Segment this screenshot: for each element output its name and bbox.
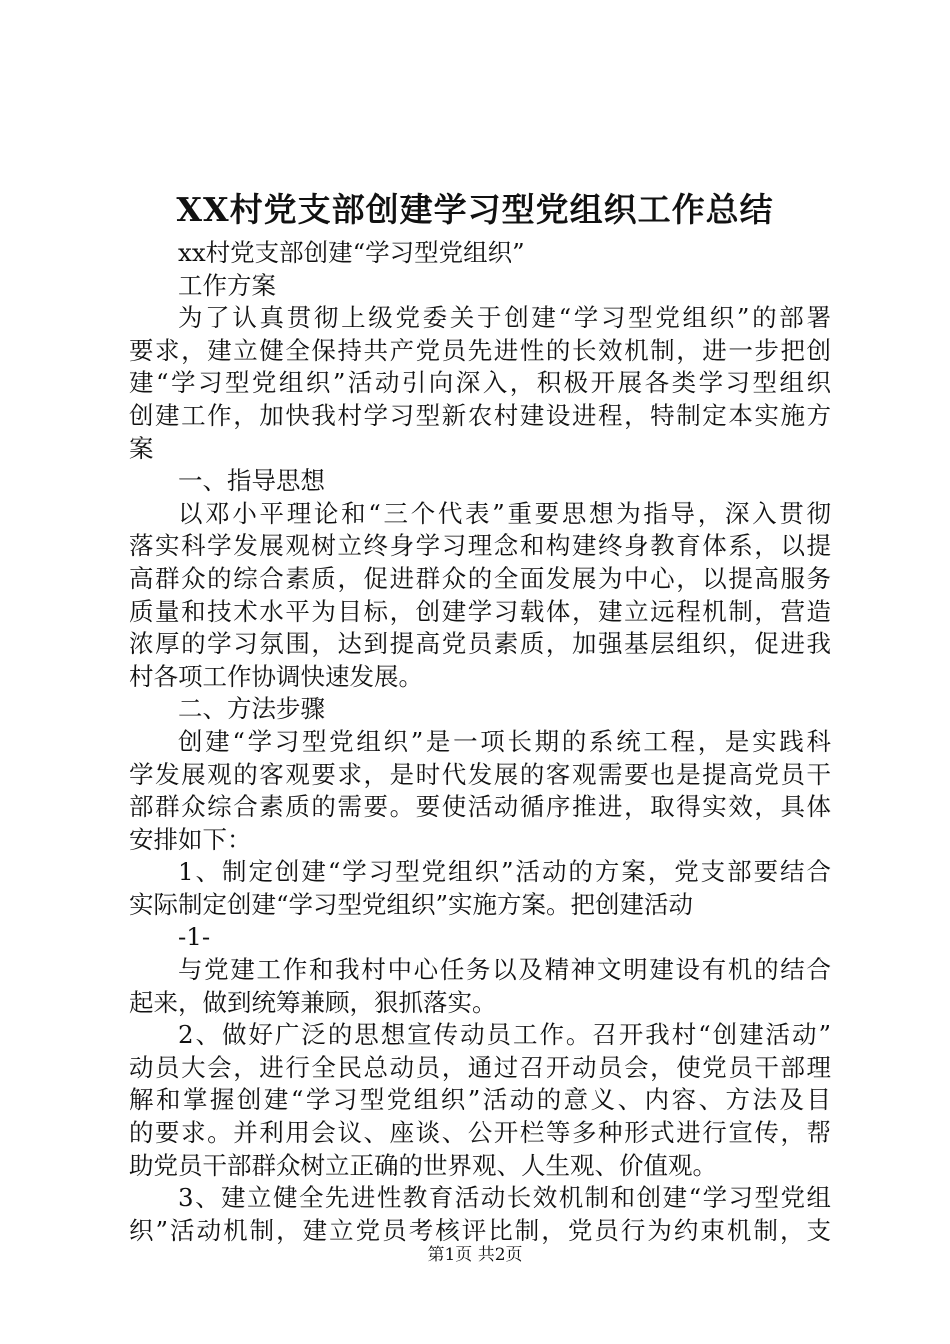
text-line: 2、做好广泛的思想宣传动员工作。召开我村“创建活动”	[178, 1020, 831, 1050]
text-line: 与党建工作和我村中心任务以及精神文明建设有机的结合	[178, 955, 831, 985]
text-line: 高群众的综合素质，促进群众的全面发展为中心，以提高服务	[129, 563, 831, 593]
text-line: 起来，做到统筹兼顾，狠抓落实。	[129, 987, 497, 1017]
text-line: 案	[129, 433, 154, 463]
document-title: XX村党支部创建学习型党组织工作总结	[176, 190, 774, 229]
text-line: 以邓小平理论和“三个代表”重要思想为指导，深入贯彻	[178, 498, 831, 528]
text-line: 的要求。并利用会议、座谈、公开栏等多种形式进行宣传，帮	[129, 1118, 831, 1148]
page-marker: -1-	[178, 922, 211, 952]
page-number-footer: 第1页 共2页	[427, 1245, 523, 1265]
text-line: 为了认真贯彻上级党委关于创建“学习型党组织”的部署	[178, 303, 831, 333]
text-line: 解和掌握创建“学习型党组织”活动的意义、内容、方法及目	[129, 1085, 831, 1115]
text-line: 创建“学习型党组织”是一项长期的系统工程，是实践科	[178, 726, 831, 756]
text-line: 落实科学发展观树立终身学习理念和构建终身教育体系，以提	[129, 531, 831, 561]
text-line: 3、建立健全先进性教育活动长效机制和创建“学习型党组	[178, 1183, 831, 1213]
text-line: 质量和技术水平为目标，创建学习载体，建立远程机制，营造	[129, 596, 831, 626]
text-line: xx村党支部创建“学习型党组织”	[178, 238, 525, 267]
text-line: 建“学习型党组织”活动引向深入，积极开展各类学习型组织	[129, 368, 831, 398]
text-line: 浓厚的学习氛围，达到提高党员素质，加强基层组织，促进我	[129, 629, 831, 659]
section-heading: 二、方法步骤	[178, 694, 325, 724]
text-line: 1、制定创建“学习型党组织”活动的方案，党支部要结合	[178, 857, 831, 887]
text-line: 助党员干部群众树立正确的世界观、人生观、价值观。	[129, 1150, 717, 1180]
text-line: 创建工作，加快我村学习型新农村建设进程，特制定本实施方	[129, 400, 831, 430]
text-line: 村各项工作协调快速发展。	[129, 661, 423, 691]
text-line: 部群众综合素质的需要。要使活动循序推进，取得实效，具体	[129, 792, 831, 822]
text-line: 织”活动机制，建立党员考核评比制，党员行为约束机制，支	[129, 1215, 831, 1245]
text-line: 学发展观的客观要求，是时代发展的客观需要也是提高党员干	[129, 759, 831, 789]
text-line: 动员大会，进行全民总动员，通过召开动员会，使党员干部理	[129, 1052, 831, 1082]
text-line: 实际制定创建“学习型党组织”实施方案。把创建活动	[129, 889, 694, 919]
text-line: 要求，建立健全保持共产党员先进性的长效机制，进一步把创	[129, 335, 831, 365]
text-line: 安排如下：	[129, 824, 252, 854]
document-body	[129, 237, 831, 1247]
text-line: 工作方案	[178, 270, 276, 300]
section-heading: 一、指导思想	[178, 466, 325, 496]
